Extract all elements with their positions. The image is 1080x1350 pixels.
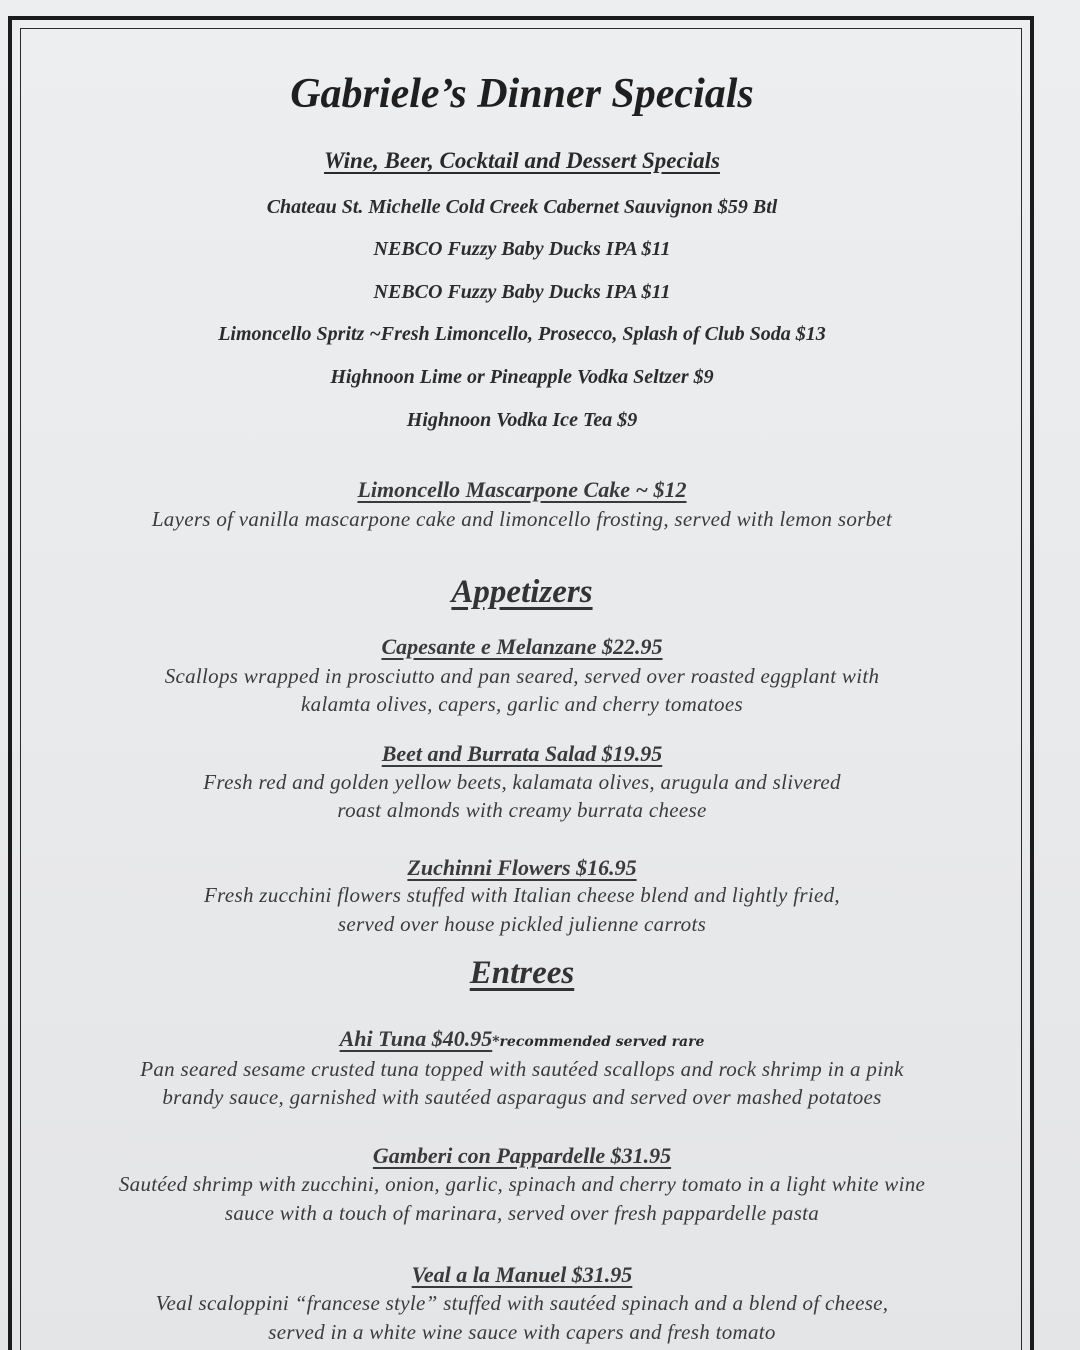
drink-item: Highnoon Vodka Ice Tea $9 — [406, 409, 638, 431]
entree-name: Gamberi con Pappardelle $31.95 — [372, 1143, 672, 1168]
appetizer-description: Fresh zucchini flowers stuffed with Italian cheese blend and lightly fried, — [204, 883, 840, 907]
appetizer-name: Capesante e Melanzane $22.95 — [381, 634, 663, 659]
dessert-description: Layers of vanilla mascarpone cake and limoncello frosting, served with lemon sorbet — [151, 507, 893, 531]
dessert-name: Limoncello Mascarpone Cake ~ $12 — [357, 477, 687, 502]
entree-description: Pan seared sesame crusted tuna topped with sautéed scallops and rock shrimp in a pink — [140, 1057, 904, 1081]
appetizer-description: roast almonds with creamy burrata cheese — [337, 798, 707, 822]
appetizer-description: served over house pickled julienne carrots — [337, 912, 707, 936]
entrees-heading: Entrees — [469, 955, 575, 991]
appetizer-name: Beet and Burrata Salad $19.95 — [381, 741, 663, 766]
entree-description: Veal scaloppini “francese style” stuffed with sautéed spinach and a blend of cheese, — [155, 1291, 889, 1315]
entree-name: Ahi Tuna $40.95 — [339, 1026, 493, 1051]
entree-description: served in a white wine sauce with capers and fresh tomato — [268, 1320, 776, 1344]
appetizer-description: kalamta olives, capers, garlic and cherry tomatoes — [301, 692, 743, 716]
drink-item: Highnoon Lime or Pineapple Vodka Seltzer $9 — [330, 366, 714, 388]
entree-title-row — [40, 1026, 1004, 1052]
drink-item: NEBCO Fuzzy Baby Ducks IPA $11 — [373, 238, 671, 260]
menu-title: Gabriele’s Dinner Specials — [290, 71, 754, 117]
appetizer-name: Zuchinni Flowers $16.95 — [407, 855, 637, 880]
entree-name: Veal a la Manuel $31.95 — [411, 1262, 633, 1287]
drink-item: Chateau St. Michelle Cold Creek Cabernet Sauvignon $59 Btl — [266, 196, 778, 218]
appetizers-heading: Appetizers — [451, 574, 593, 610]
drink-item: NEBCO Fuzzy Baby Ducks IPA $11 — [373, 281, 671, 303]
entree-description: brandy sauce, garnished with sautéed asparagus and served over mashed potatoes — [162, 1085, 882, 1109]
drink-item: Limoncello Spritz ~Fresh Limoncello, Prosecco, Splash of Club Soda $13 — [218, 323, 826, 345]
appetizer-description: Fresh red and golden yellow beets, kalamata olives, arugula and slivered — [203, 770, 841, 794]
entree-description: sauce with a touch of marinara, served over fresh pappardelle pasta — [224, 1201, 820, 1225]
menu-content — [40, 0, 1004, 1350]
entree-note: *recommended served rare — [492, 1034, 705, 1050]
drinks-heading: Wine, Beer, Cocktail and Dessert Specials — [324, 148, 720, 173]
entree-description: Sautéed shrimp with zucchini, onion, garlic, spinach and cherry tomato in a light white wine — [118, 1172, 926, 1196]
appetizer-description: Scallops wrapped in prosciutto and pan seared, served over roasted eggplant with — [164, 664, 880, 688]
